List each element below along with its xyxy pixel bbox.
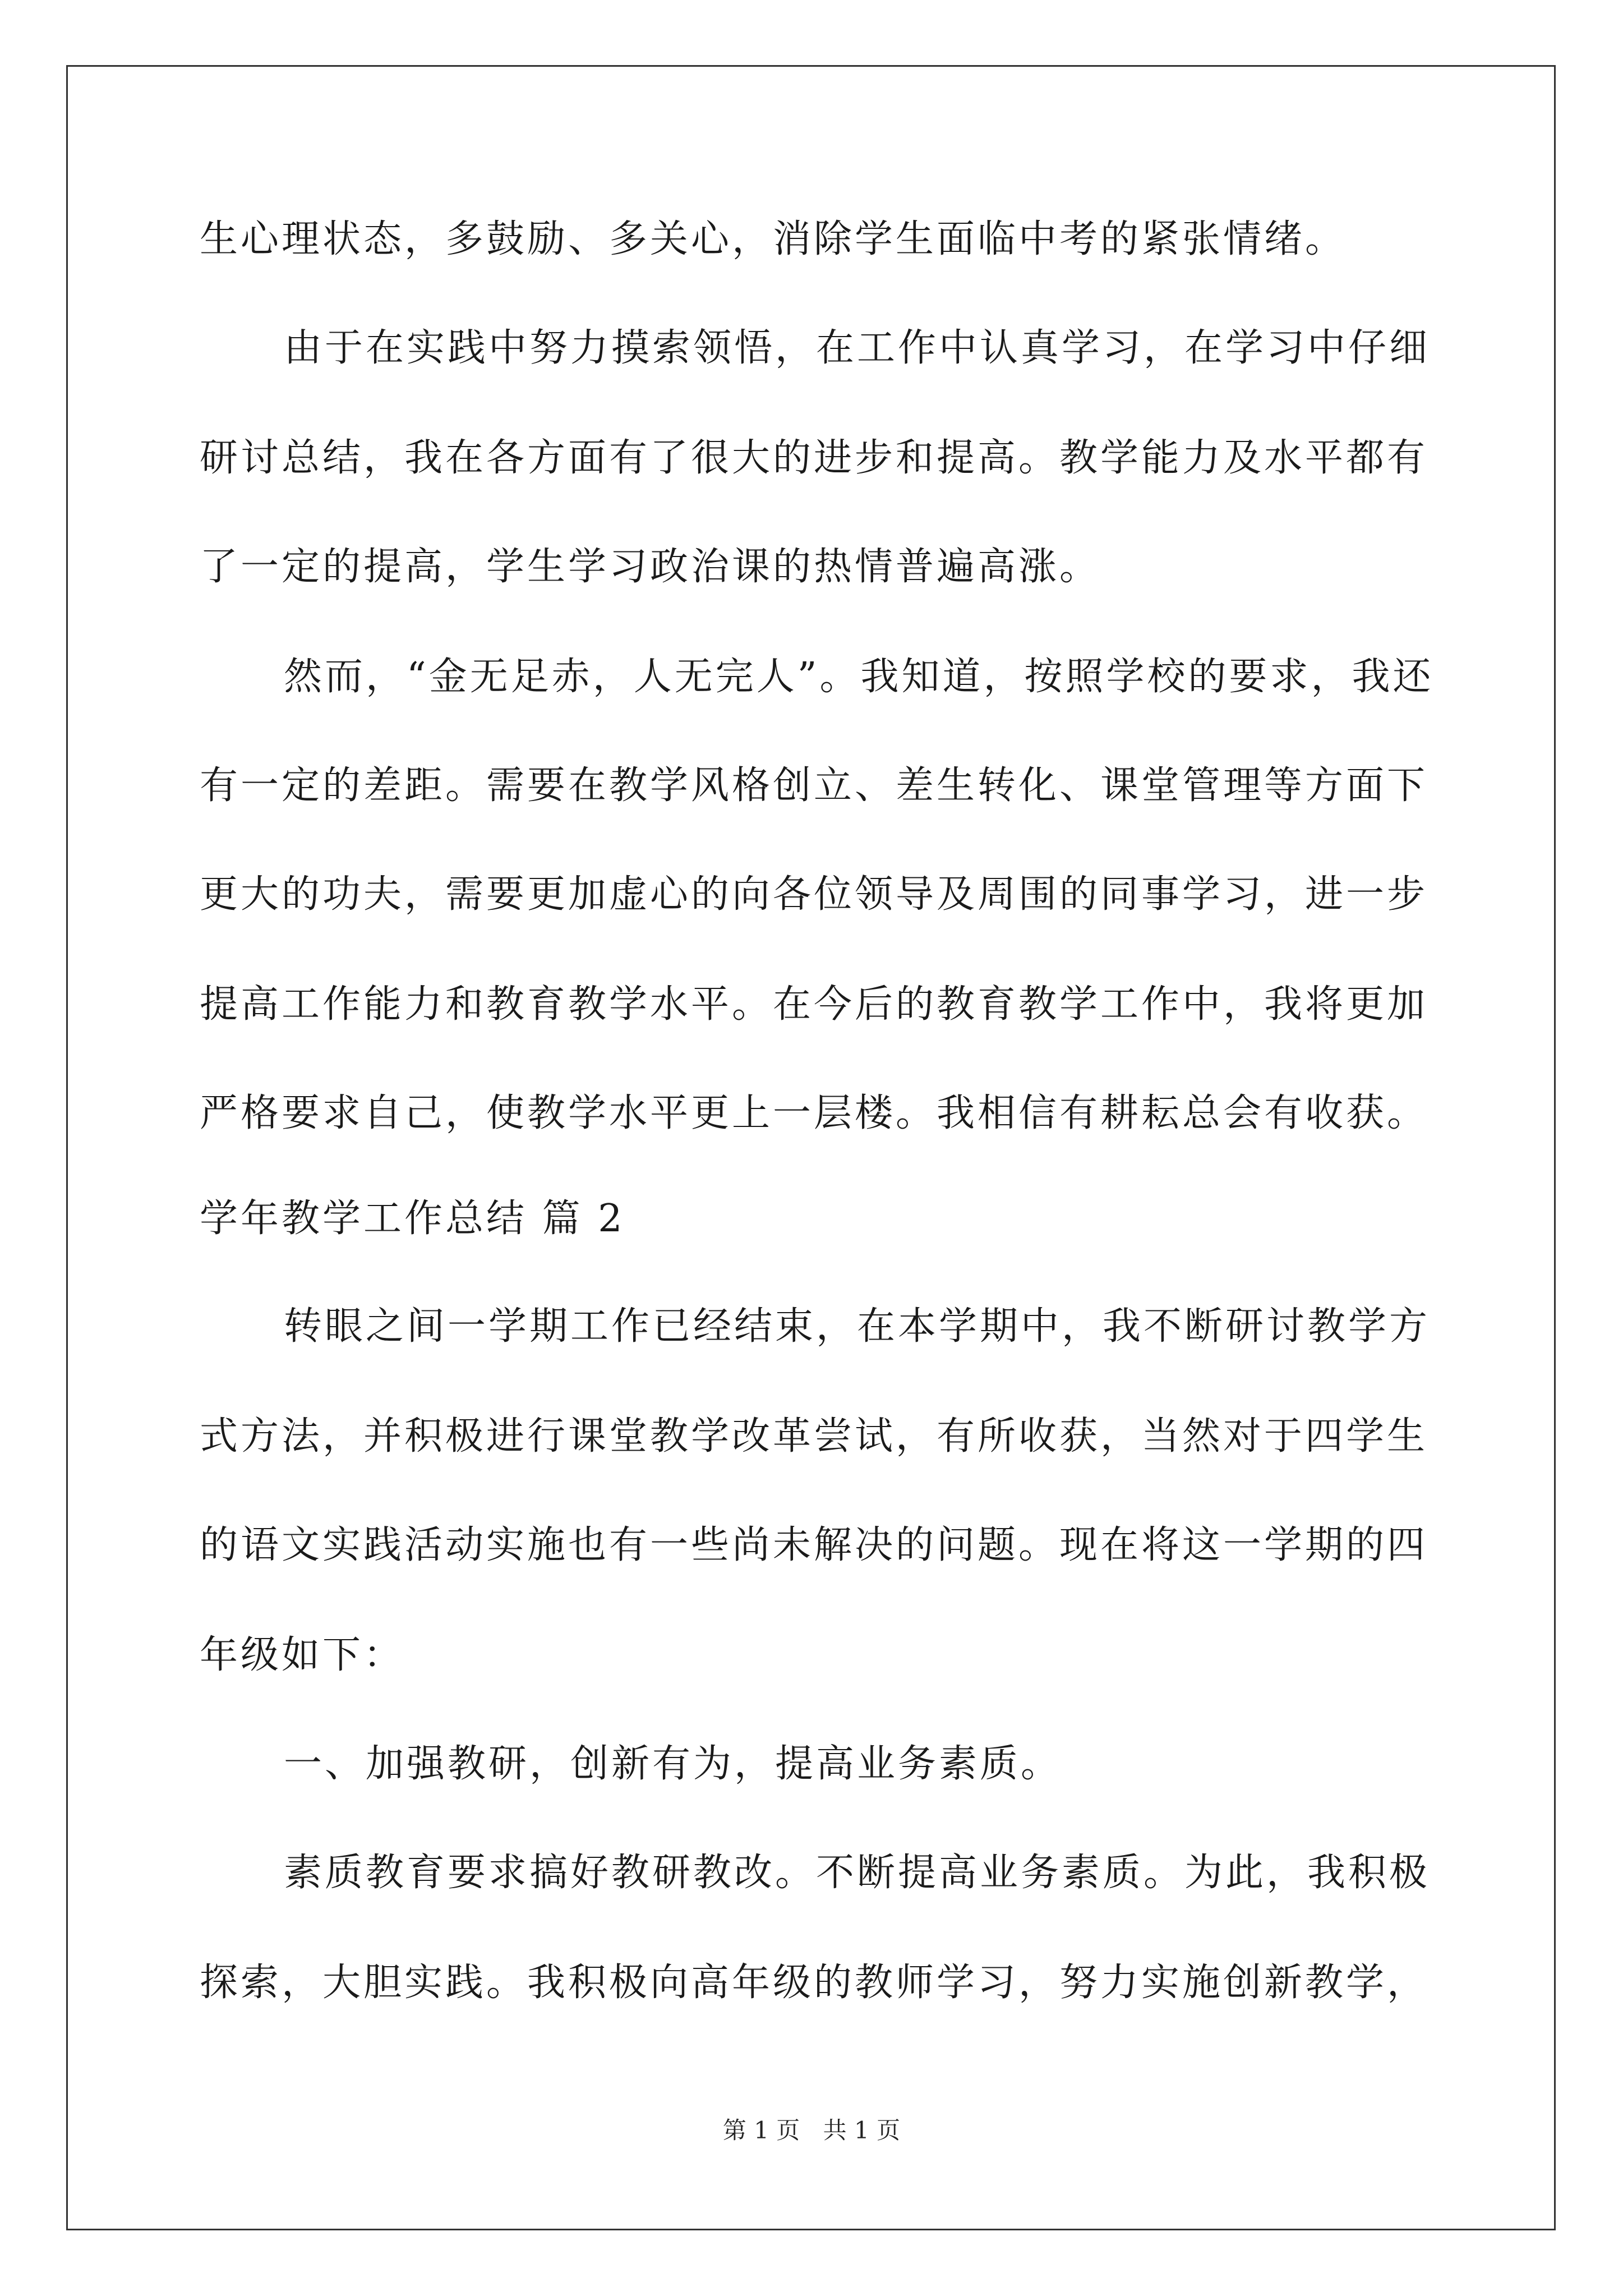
paragraph-line: 转眼之间一学期工作已经结束，在本学期中，我不断研讨教学方: [284, 1304, 1431, 1349]
text-line: 有一定的差距。需要在教学风格创立、差生转化、课堂管理等方面下: [200, 763, 1428, 808]
text-line: 的语文实践活动实施也有一些尚未解决的问题。现在将这一学期的四: [200, 1523, 1428, 1567]
paragraph-line: 由于在实践中努力摸索领悟，在工作中认真学习，在学习中仔细: [284, 326, 1431, 370]
text-line: 生心理状态，多鼓励、多关心，消除学生面临中考的紧张情绪。: [200, 217, 1347, 261]
text-line: 式方法，并积极进行课堂教学改革尝试，有所收获，当然对于四学生: [200, 1414, 1428, 1458]
page-footer: [0, 2114, 1623, 2147]
section-heading: 学年教学工作总结 篇 2: [200, 1197, 625, 1241]
text-line: 研讨总结，我在各方面有了很大的进步和提高。教学能力及水平都有: [200, 436, 1428, 480]
paragraph-line: 素质教育要求搞好教研教改。不断提高业务素质。为此，我积极: [284, 1851, 1431, 1895]
page-number: 第 1 页: [722, 2116, 800, 2144]
paragraph-line: 然而，“金无足赤，人无完人”。我知道，按照学校的要求，我还: [284, 655, 1434, 699]
text-line: 严格要求自己，使教学水平更上一层楼。我相信有耕耘总会有收获。: [200, 1091, 1428, 1135]
page-total: 共 1 页: [823, 2116, 901, 2144]
text-line: 探索，大胆实践。我积极向高年级的教师学习，努力实施创新教学，: [200, 1961, 1428, 2005]
text-line: 更大的功夫，需要更加虚心的向各位领导及周围的同事学习，进一步: [200, 872, 1428, 917]
text-line: 了一定的提高，学生学习政治课的热情普遍高涨。: [200, 545, 1101, 589]
paragraph-line: 一、加强教研，创新有为，提高业务素质。: [284, 1742, 1062, 1786]
text-line: 年级如下：: [200, 1633, 405, 1677]
text-line: 提高工作能力和教育教学水平。在今后的教育教学工作中，我将更加: [200, 982, 1428, 1027]
page-border: [66, 65, 1556, 2230]
